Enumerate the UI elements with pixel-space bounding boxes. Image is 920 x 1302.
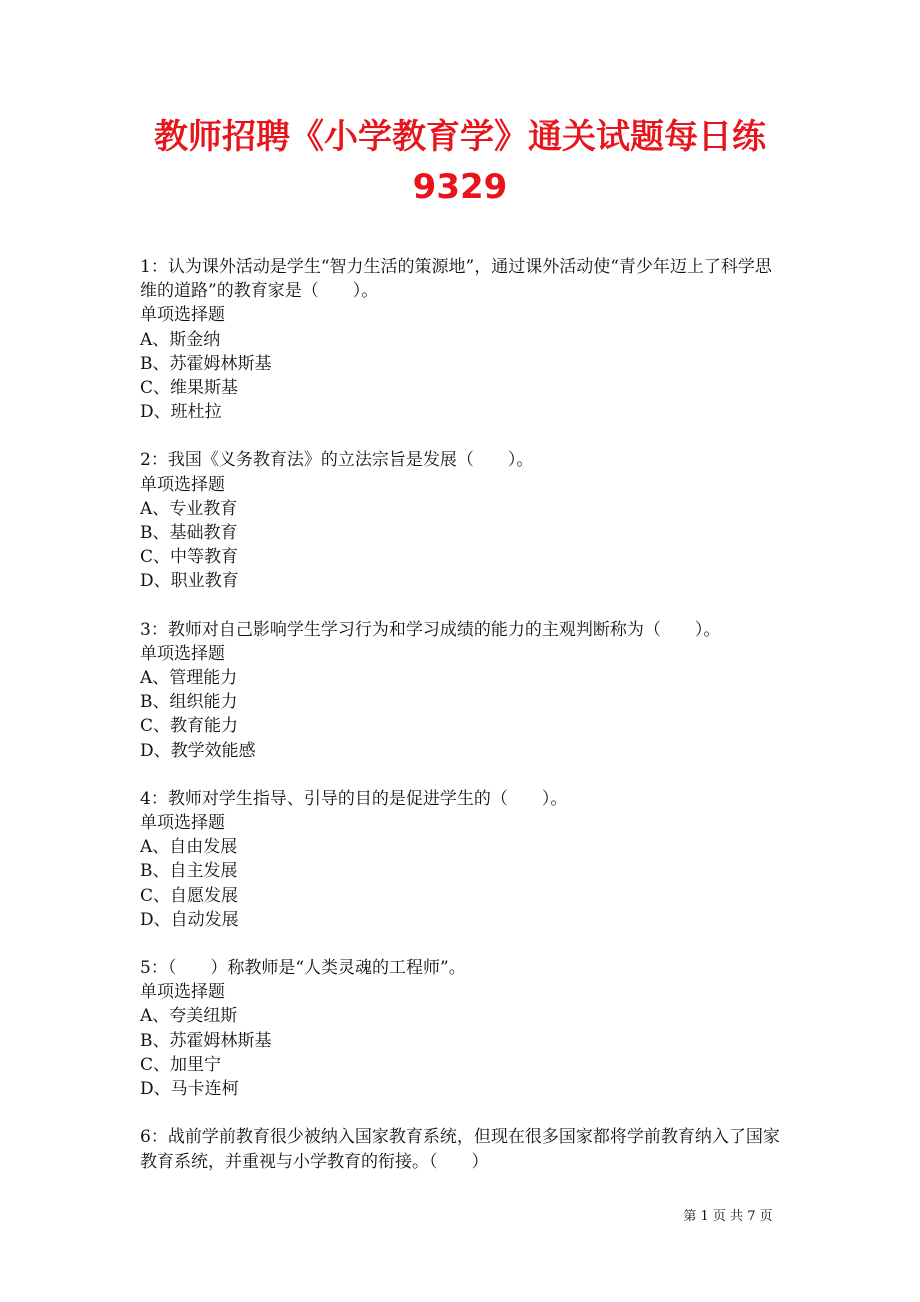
option-d: D、职业教育 xyxy=(140,571,239,592)
question-stem: 3：教师对自己影响学生学习行为和学习成绩的能力的主观判断称为（ ）。 xyxy=(140,619,721,640)
question-type: 单项选择题 xyxy=(140,643,225,664)
question-stem: 5：（ ）称教师是“人类灵魂的工程师”。 xyxy=(140,958,466,979)
option-c: C、教育能力 xyxy=(140,716,239,737)
option-a: A、自由发展 xyxy=(140,837,238,858)
question-list xyxy=(140,255,785,1198)
question-type: 单项选择题 xyxy=(140,305,225,326)
option-c: C、中等教育 xyxy=(140,547,239,568)
question-type: 单项选择题 xyxy=(140,982,225,1003)
option-a: A、斯金纳 xyxy=(140,329,221,350)
option-c: C、维果斯基 xyxy=(140,378,239,399)
question-5 xyxy=(140,956,785,1101)
title-line-2: 9329 xyxy=(412,167,508,207)
option-c: C、自愿发展 xyxy=(140,885,239,906)
question-3 xyxy=(140,618,785,763)
option-b: B、自主发展 xyxy=(140,861,238,882)
question-4 xyxy=(140,787,785,932)
option-a: A、管理能力 xyxy=(140,668,238,689)
question-stem: 6：战前学前教育很少被纳入国家教育系统，但现在很多国家都将学前教育纳入了国家教育系统，并重视与小学教育的衔接。（ ） xyxy=(140,1127,780,1172)
option-b: B、组织能力 xyxy=(140,692,238,713)
option-d: D、马卡连柯 xyxy=(140,1079,239,1100)
question-2 xyxy=(140,448,785,593)
question-stem: 2：我国《义务教育法》的立法宗旨是发展（ ）。 xyxy=(140,450,534,471)
option-d: D、教学效能感 xyxy=(140,740,256,761)
question-1 xyxy=(140,255,785,424)
option-b: B、苏霍姆林斯基 xyxy=(140,1030,272,1051)
option-d: D、班杜拉 xyxy=(140,402,222,423)
option-a: A、专业教育 xyxy=(140,498,238,519)
question-6 xyxy=(140,1125,785,1173)
question-stem: 4：教师对学生指导、引导的目的是促进学生的（ ）。 xyxy=(140,788,568,809)
option-b: B、基础教育 xyxy=(140,523,238,544)
question-type: 单项选择题 xyxy=(140,474,225,495)
title-line-1: 教师招聘《小学教育学》通关试题每日练 xyxy=(154,117,766,157)
option-d: D、自动发展 xyxy=(140,909,239,930)
option-a: A、夸美纽斯 xyxy=(140,1006,238,1027)
question-stem: 1：认为课外活动是学生“智力生活的策源地”，通过课外活动使“青少年迈上了科学思维的道路”的教育家是（ ）。 xyxy=(140,257,772,302)
document-title xyxy=(60,112,860,212)
question-type: 单项选择题 xyxy=(140,813,225,834)
page-number: 第 1 页 共 7 页 xyxy=(683,1209,773,1224)
option-c: C、加里宁 xyxy=(140,1054,222,1075)
page-footer xyxy=(0,1207,920,1227)
option-b: B、苏霍姆林斯基 xyxy=(140,353,272,374)
